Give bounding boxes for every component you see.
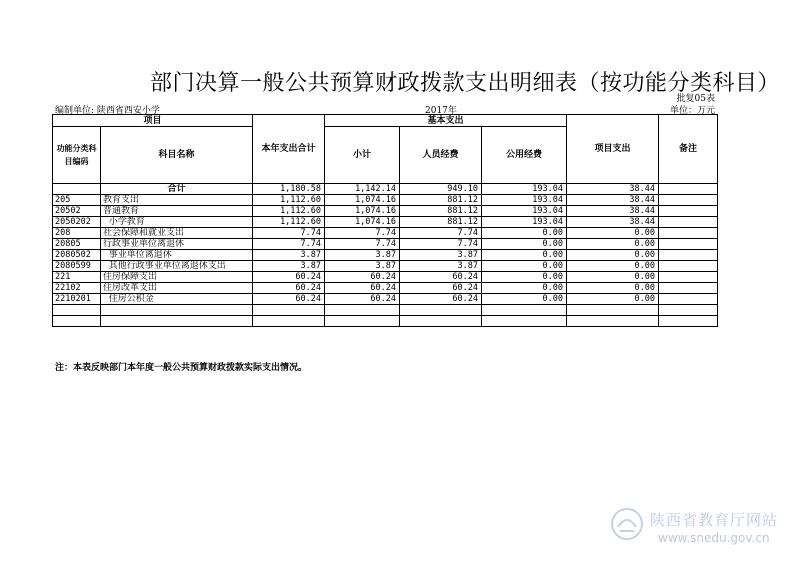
cell-name: 教育支出 [101, 195, 253, 206]
header-total-year: 本年支出合计 [253, 115, 325, 184]
cell-name: 社会保障和就业支出 [101, 228, 253, 239]
header-remark: 备注 [659, 115, 718, 184]
watermark-site-name: 陕西省教育厅网站 [650, 511, 779, 529]
cell-total: 1,112.60 [253, 195, 325, 206]
header-subtotal: 小计 [325, 127, 400, 184]
cell-public: 193.04 [482, 217, 567, 228]
cell-public [482, 305, 567, 316]
cell-code: 221 [53, 272, 101, 283]
compiling-unit: 编制单位: 陕西省西安小学 [55, 106, 160, 116]
cell-personnel: 60.24 [400, 294, 482, 305]
cell-public: 0.00 [482, 294, 567, 305]
cell-personnel: 60.24 [400, 283, 482, 294]
cell-remark [659, 294, 718, 305]
table-row [53, 316, 718, 327]
cell-subtotal [325, 305, 400, 316]
watermark [610, 505, 795, 560]
cell-code: 20502 [53, 206, 101, 217]
table-row [53, 228, 718, 239]
cell-personnel: 7.74 [400, 239, 482, 250]
cell-total: 1,112.60 [253, 217, 325, 228]
cell-project [567, 305, 659, 316]
cell-code: 2210201 [53, 294, 101, 305]
table-row [53, 250, 718, 261]
cell-name: 住房保障支出 [101, 272, 253, 283]
form-number: 批复05表 [676, 94, 715, 104]
report-year: 2017年 [425, 106, 457, 116]
site-logo-icon [610, 507, 644, 541]
cell-subtotal: 7.74 [325, 228, 400, 239]
cell-remark [659, 228, 718, 239]
cell-project: 0.00 [567, 294, 659, 305]
cell-total [253, 305, 325, 316]
total-row [53, 184, 718, 195]
cell-project: 0.00 [567, 283, 659, 294]
cell-code: 20805 [53, 239, 101, 250]
header-personnel: 人员经费 [400, 127, 482, 184]
cell-subtotal: 7.74 [325, 239, 400, 250]
cell-remark [659, 305, 718, 316]
cell-total: 60.24 [253, 294, 325, 305]
cell-remark [659, 239, 718, 250]
table-row [53, 261, 718, 272]
expenditure-table [52, 114, 718, 327]
cell-code: 2050202 [53, 217, 101, 228]
cell-public [482, 316, 567, 327]
cell-subtotal: 60.24 [325, 283, 400, 294]
cell-code [53, 184, 101, 195]
cell-total [253, 316, 325, 327]
header-project: 项目支出 [567, 115, 659, 184]
cell-name: 住房改革支出 [101, 283, 253, 294]
cell-personnel: 881.12 [400, 206, 482, 217]
table-row [53, 294, 718, 305]
cell-subtotal [325, 316, 400, 327]
cell-personnel: 881.12 [400, 195, 482, 206]
cell-name: 其他行政事业单位离退休支出 [101, 261, 253, 272]
cell-subtotal: 1,074.16 [325, 206, 400, 217]
table-row [53, 195, 718, 206]
cell-project: 0.00 [567, 250, 659, 261]
header-basic: 基本支出 [325, 115, 567, 127]
cell-name: 小学教育 [101, 217, 253, 228]
footnote: 注：本表反映部门本年度一般公共预算财政拨款实际支出情况。 [55, 363, 308, 373]
cell-name: 行政事业单位离退休 [101, 239, 253, 250]
cell-total: 3.87 [253, 261, 325, 272]
cell-code: 2080502 [53, 250, 101, 261]
cell-remark [659, 272, 718, 283]
page-title: 部门决算一般公共预算财政拨款支出明细表（按功能分类科目） [149, 71, 780, 96]
cell-subtotal: 3.87 [325, 250, 400, 261]
cell-public: 0.00 [482, 283, 567, 294]
cell-remark [659, 316, 718, 327]
header-func-code: 功能分类科目编码 [53, 127, 101, 184]
table-row [53, 239, 718, 250]
cell-remark [659, 206, 718, 217]
cell-total: 7.74 [253, 228, 325, 239]
cell-name [101, 305, 253, 316]
header-public: 公用经费 [482, 127, 567, 184]
cell-subtotal: 60.24 [325, 272, 400, 283]
cell-personnel [400, 305, 482, 316]
cell-total: 1,112.60 [253, 206, 325, 217]
cell-public: 193.04 [482, 206, 567, 217]
cell-code [53, 316, 101, 327]
cell-subtotal: 3.87 [325, 261, 400, 272]
header-item: 项目 [53, 115, 253, 127]
cell-code: 205 [53, 195, 101, 206]
cell-personnel: 949.10 [400, 184, 482, 195]
table-row [53, 206, 718, 217]
cell-project [567, 316, 659, 327]
cell-project: 38.44 [567, 184, 659, 195]
cell-remark [659, 250, 718, 261]
cell-code: 2080599 [53, 261, 101, 272]
header-subject-name: 科目名称 [101, 127, 253, 184]
cell-project: 38.44 [567, 217, 659, 228]
cell-personnel [400, 316, 482, 327]
cell-subtotal: 1,074.16 [325, 217, 400, 228]
cell-name: 事业单位离退休 [101, 250, 253, 261]
cell-remark [659, 217, 718, 228]
cell-remark [659, 184, 718, 195]
cell-project: 0.00 [567, 261, 659, 272]
cell-project: 38.44 [567, 195, 659, 206]
cell-public: 0.00 [482, 239, 567, 250]
cell-personnel: 60.24 [400, 272, 482, 283]
cell-subtotal: 60.24 [325, 294, 400, 305]
cell-project: 38.44 [567, 206, 659, 217]
cell-code: 208 [53, 228, 101, 239]
cell-total: 3.87 [253, 250, 325, 261]
cell-public: 0.00 [482, 228, 567, 239]
cell-total: 60.24 [253, 272, 325, 283]
cell-personnel: 3.87 [400, 261, 482, 272]
cell-name: 住房公积金 [101, 294, 253, 305]
cell-remark [659, 283, 718, 294]
cell-subtotal: 1,142.14 [325, 184, 400, 195]
cell-code: 22102 [53, 283, 101, 294]
cell-public: 193.04 [482, 184, 567, 195]
cell-personnel: 881.12 [400, 217, 482, 228]
currency-unit: 单位：万元 [669, 106, 715, 116]
table-row [53, 217, 718, 228]
table-row [53, 305, 718, 316]
cell-subtotal: 1,074.16 [325, 195, 400, 206]
cell-name [101, 316, 253, 327]
cell-project: 0.00 [567, 272, 659, 283]
cell-personnel: 3.87 [400, 250, 482, 261]
cell-project: 0.00 [567, 228, 659, 239]
cell-code [53, 305, 101, 316]
cell-remark [659, 261, 718, 272]
cell-name: 合计 [101, 184, 253, 195]
cell-public: 193.04 [482, 195, 567, 206]
cell-name: 普通教育 [101, 206, 253, 217]
cell-total: 60.24 [253, 283, 325, 294]
cell-total: 1,180.58 [253, 184, 325, 195]
watermark-url: www.snedu.gov.cn [658, 531, 770, 545]
table-row [53, 272, 718, 283]
cell-total: 7.74 [253, 239, 325, 250]
table-row [53, 283, 718, 294]
cell-public: 0.00 [482, 250, 567, 261]
cell-public: 0.00 [482, 261, 567, 272]
cell-personnel: 7.74 [400, 228, 482, 239]
cell-remark [659, 195, 718, 206]
cell-public: 0.00 [482, 272, 567, 283]
cell-project: 0.00 [567, 239, 659, 250]
